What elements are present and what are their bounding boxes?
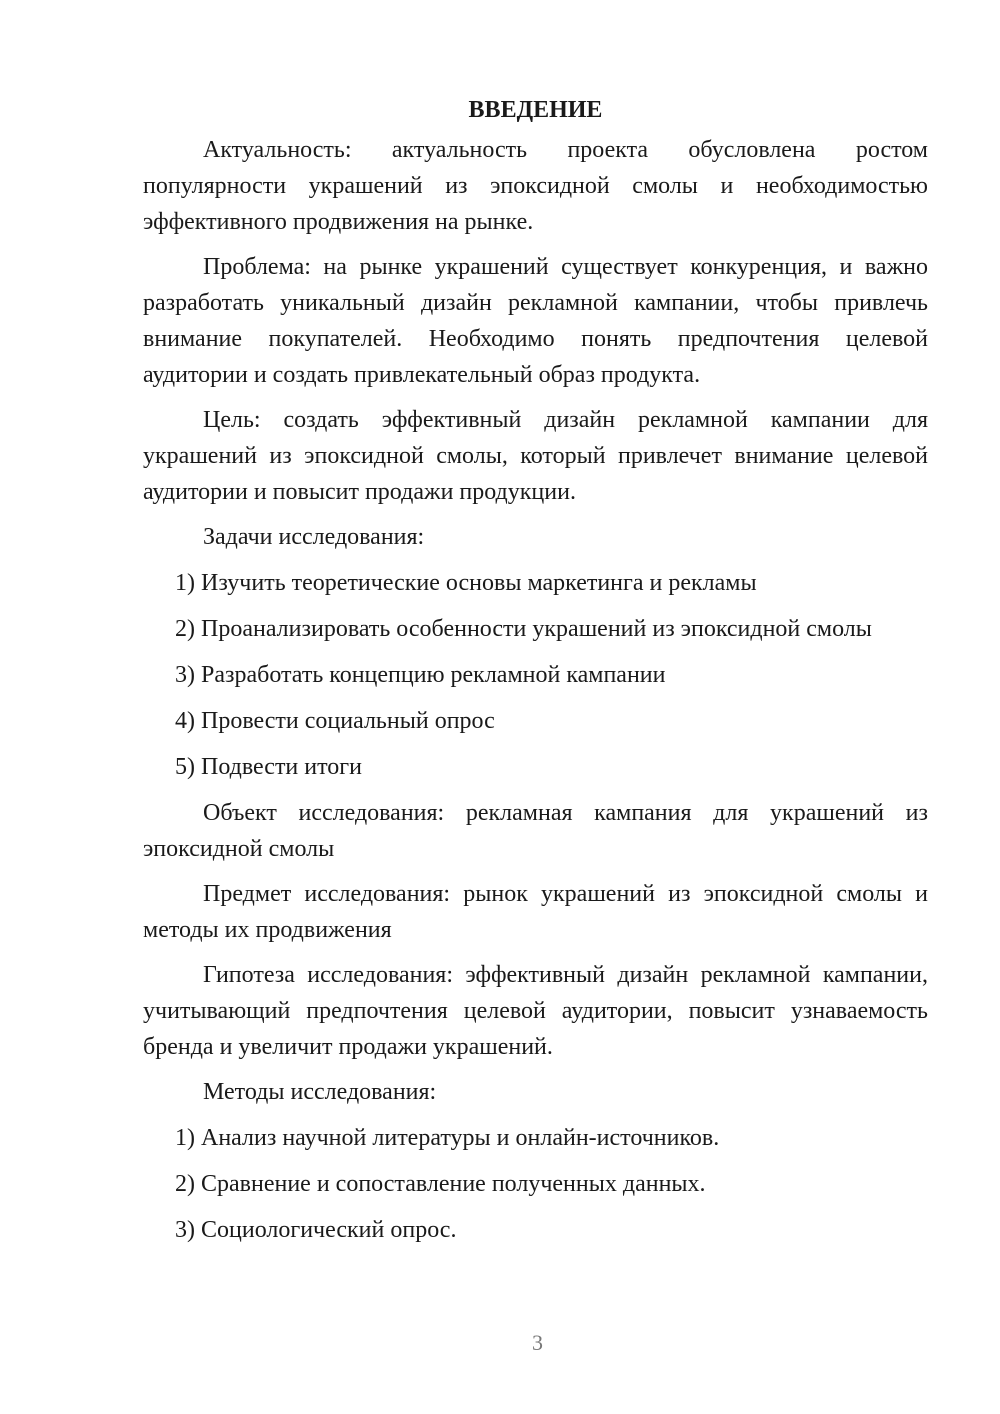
list-item: 4) Провести социальный опрос: [175, 708, 495, 734]
page-title: ВВЕДЕНИЕ: [468, 97, 603, 123]
list-item: 2) Проанализировать особенности украшений из эпоксидной смолы: [175, 616, 872, 642]
list-item: 1) Изучить теоретические основы маркетинга и рекламы: [175, 570, 757, 596]
paragraph-object: Объект исследования: рекламная кампания для украшений из эпоксидной смолы: [143, 800, 928, 862]
page-number: 3: [532, 1330, 543, 1355]
list-item: 3) Социологический опрос.: [175, 1217, 457, 1243]
page-body: [143, 92, 928, 1258]
list-item: 2) Сравнение и сопоставление полученных данных.: [175, 1171, 706, 1197]
tasks-list: [143, 565, 928, 785]
paragraph-subject: Предмет исследования: рынок украшений из эпоксидной смолы и методы их продвижения: [143, 881, 928, 943]
paragraph-problem: Проблема: на рынке украшений существует конкуренция, и важно разработать уникальный дизайн рекламной кампании, чтобы привлечь внимание покупателей. Необходимо понять предпочтения целевой аудитории и создать привлекательный образ продукта.: [143, 254, 928, 388]
paragraph-relevance: Актуальность: актуальность проекта обусловлена ростом популярности украшений из эпоксидной смолы и необходимостью эффективного продвижения на рынке.: [143, 137, 928, 235]
list-item: 3) Разработать концепцию рекламной кампании: [175, 662, 666, 688]
tasks-heading: Задачи исследования:: [203, 524, 425, 550]
methods-list: [143, 1120, 928, 1248]
methods-heading: Методы исследования:: [203, 1079, 437, 1105]
list-item: 1) Анализ научной литературы и онлайн-источников.: [175, 1125, 720, 1151]
paragraph-goal: Цель: создать эффективный дизайн рекламной кампании для украшений из эпоксидной смолы, который привлечет внимание целевой аудитории и повысит продажи продукции.: [143, 407, 928, 505]
paragraph-hypothesis: Гипотеза исследования: эффективный дизайн рекламной кампании, учитывающий предпочтения целевой аудитории, повысит узнаваемость бренда и увеличит продажи украшений.: [143, 962, 928, 1060]
list-item: 5) Подвести итоги: [175, 754, 362, 780]
